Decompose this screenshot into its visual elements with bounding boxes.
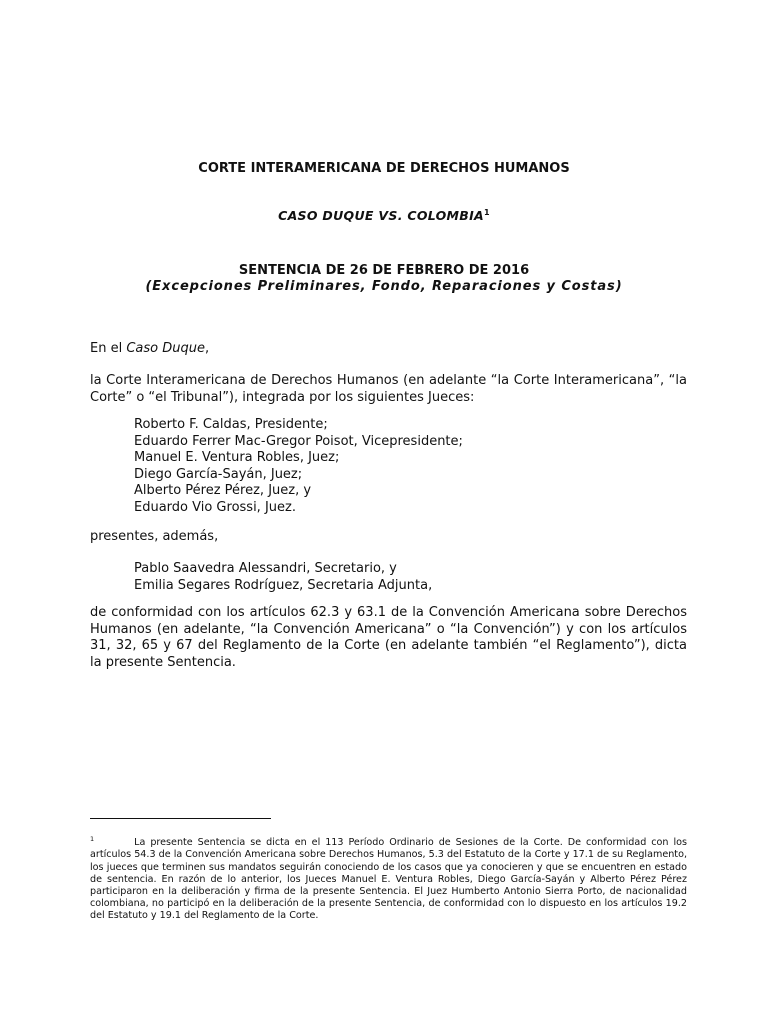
footnote-text: La presente Sentencia se dicta en el 113 Período Ordinario de Sesiones de la Corte. De conformidad con los artículos 54.3 de la Convención Americana sobre Derechos Humanos, 5.3 del Estatuto de la Corte y 17.1 de su Reglamento, los jueces que terminen sus mandatos seguirán conociendo de los casos que ya conocieren y que se encuentren en estado de sentencia. En razón de lo anterior, los Jueces Manuel E. Ventura Robles, Diego García-Sayán y Alberto Pérez Pérez participaron en la deliberación y firma de la presente Sentencia. El Juez Humberto Antonio Sierra Porto, de nacionalidad colombiana, no participó en la deliberación de la presente Sentencia, de conformidad con lo dispuesto en los artículos 19.2 del Estatuto y 19.1 del Reglamento de la Corte. (90, 837, 687, 922)
footnote-reference[interactable]: 1 (484, 208, 490, 217)
court-heading: CORTE INTERAMERICANA DE DERECHOS HUMANOS (198, 161, 570, 176)
judge-item: Eduardo Vio Grossi, Juez. (134, 499, 296, 515)
footnote (90, 833, 687, 923)
judge-item: Manuel E. Ventura Robles, Juez; (134, 450, 340, 465)
intro-case-name: Caso Duque (126, 341, 205, 356)
sentence-date: SENTENCIA DE 26 DE FEBRERO DE 2016 (238, 263, 530, 278)
judge-item: Alberto Pérez Pérez, Juez, y (134, 483, 312, 498)
court-paragraph: la Corte Interamericana de Derechos Humanos (en adelante “la Corte Interamericana”, “la Corte” o “el Tribunal”), integrada por los siguientes Jueces: (90, 373, 687, 405)
intro-line (90, 341, 687, 358)
sentence-subtitle: (Excepciones Preliminares, Fondo, Reparaciones y Costas) (145, 279, 623, 294)
footnote-marker: 1 (90, 835, 95, 843)
footnote-separator (90, 818, 271, 819)
intro-prefix: En el (90, 341, 127, 356)
secretaries-list (134, 561, 432, 594)
judge-item: Diego García-Sayán, Juez; (134, 466, 303, 482)
secretary-item: Emilia Segares Rodríguez, Secretaria Adjunta, (134, 577, 433, 593)
case-title-text: CASO DUQUE VS. COLOMBIA (278, 208, 485, 224)
presentes-label: presentes, además, (90, 529, 219, 544)
judge-item: Eduardo Ferrer Mac-Gregor Poisot, Vicepresidente; (134, 433, 463, 449)
conformity-paragraph: de conformidad con los artículos 62.3 y 63.1 de la Convención Americana sobre Derechos Humanos (en adelante, “la Convención Americana” o “la Convención”) y con los artículos 31, 32, 65 y 67 del Reglamento de la Corte (en adelante también “el Reglamento”), dicta la presente Sentencia. (90, 605, 687, 670)
intro-suffix: , (204, 341, 210, 356)
secretary-item: Pablo Saavedra Alessandri, Secretario, y (134, 561, 397, 576)
judges-list (134, 417, 463, 516)
case-title (0, 208, 768, 223)
judge-item: Roberto F. Caldas, Presidente; (134, 417, 328, 432)
